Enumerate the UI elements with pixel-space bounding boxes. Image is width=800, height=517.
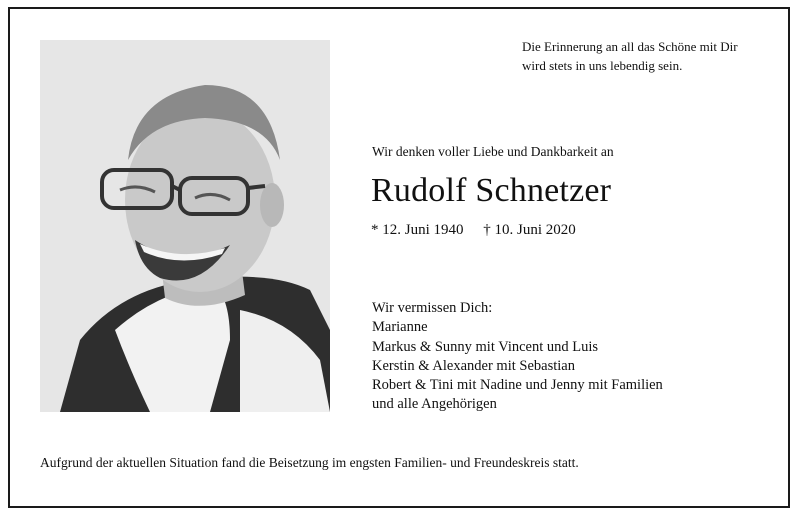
mourners-list xyxy=(372,299,663,415)
death-date: † 10. Juni 2020 xyxy=(483,222,576,238)
mourner-line: Markus & Sunny mit Vincent und Luis xyxy=(372,338,599,355)
life-dates xyxy=(371,222,576,239)
burial-notice: Aufgrund der aktuellen Situation fand die Beisetzung im engsten Familien- und Freundeskreis statt. xyxy=(40,455,579,470)
mourner-line: und alle Angehörigen xyxy=(372,396,497,413)
deceased-name: Rudolf Schnetzer xyxy=(371,172,612,209)
mourner-line: Kerstin & Alexander mit Sebastian xyxy=(372,357,575,374)
memorial-motto xyxy=(522,37,772,75)
mourner-line: Robert & Tini mit Nadine und Jenny mit Familien xyxy=(372,377,663,394)
intro-text: Wir denken voller Liebe und Dankbarkeit an xyxy=(372,144,614,159)
birth-date: * 12. Juni 1940 xyxy=(371,222,464,238)
motto-line-2: wird stets in uns lebendig sein. xyxy=(522,58,683,73)
motto-line-1: Die Erinnerung an all das Schöne mit Dir xyxy=(522,39,738,54)
mourners-heading: Wir vermissen Dich: xyxy=(372,300,493,316)
portrait-illustration xyxy=(40,40,330,412)
portrait-photo xyxy=(40,40,330,412)
mourner-line: Marianne xyxy=(372,319,428,336)
